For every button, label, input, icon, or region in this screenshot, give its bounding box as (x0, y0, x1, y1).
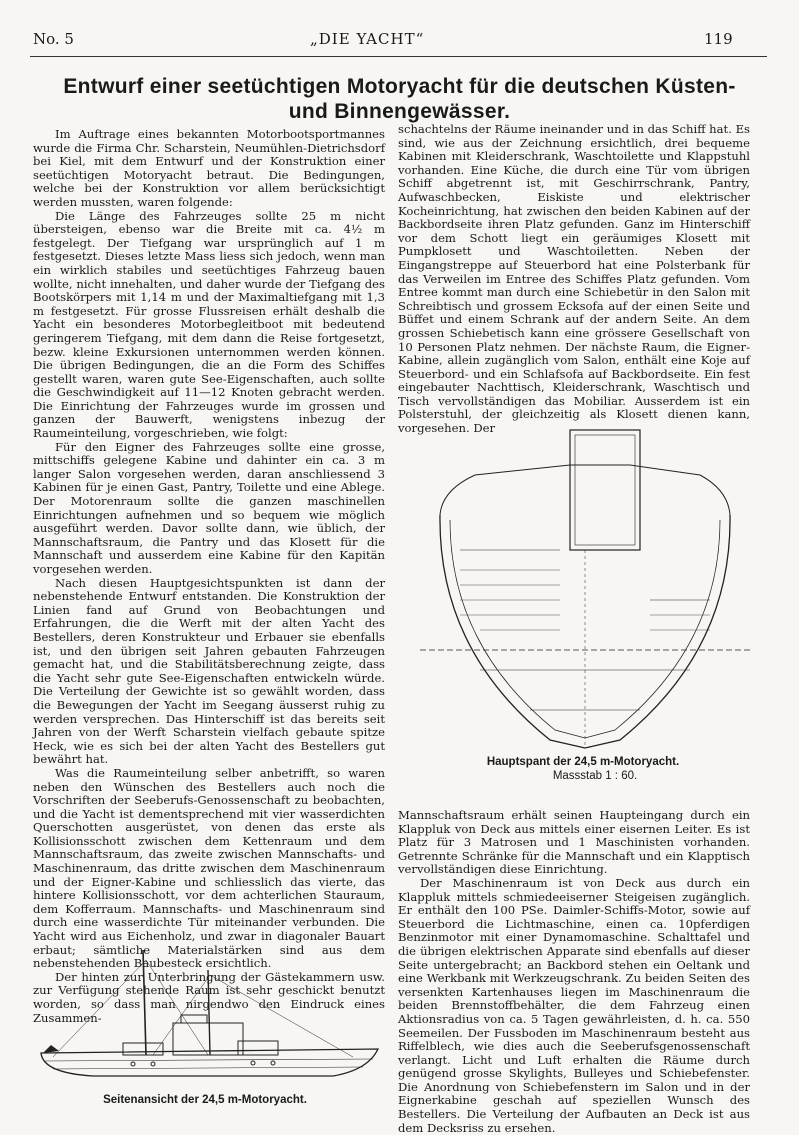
paragraph: Der hinten zur Unterbringung der Gästekammern usw. zur Verfügung stehende Raum ist sehr geschickt benutzt worden, so dass man nirgendwo den Eindruck eines Zusammen- (33, 969, 385, 1025)
side-view-drawing (33, 945, 385, 1090)
article-title-line-1: Entwurf einer seetüchtigen Motoryacht für die deutschen Küsten- (63, 75, 736, 98)
paragraph: Nach diesen Hauptgesichtspunkten ist dann der nebenstehende Entwurf entstanden. Die Konstruktion der Linien fand auf Grund von Beobachtungen und Erfahrungen, die die Werft mit der alten Yacht des Bestellers, deren Konstrukteur und Erbauer sie ebenfalls ist, und den übrigen seit Jahren gebauten Fahrzeugen gemacht hat, und die Stabilitätsberechnung zeigte, dass die Yacht sehr gute See-Eigenschaften entwickeln würde. Die Verteilung der Gewichte ist so gewählt worden, dass die Bewegungen der Yacht im Seegang äusserst ruhig zu werden versprechen. Das Hinterschiff ist das bereits seit Jahren von der Werft Scharstein vielfach gebaute spitze Heck, wie es sich bei der alten Yacht des Bestellers gut bewährt hat. (33, 575, 385, 767)
right-column-top (398, 123, 750, 436)
paragraph: Mannschaftsraum erhält seinen Haupteingang durch ein Klappluk von Deck aus mittels einer eisernen Leiter. Es ist Platz für 3 Matrosen und 1 Maschinisten vorhanden. Getrennte Schränke für die Mannschaft und ein Klapptisch vervollständigen diese Einrichtung. (398, 808, 750, 877)
article-title-line-2: und Binnengewässer. (288, 100, 511, 123)
paragraph: Im Auftrage eines bekannten Motorbootsportmannes wurde die Firma Chr. Scharstein, Neumühlen-Dietrichsdorf bei Kiel, mit dem Entwurf und der Konstruktion einer seetüchtigen Motoryacht betraut. Die Bedingungen, welche bei der Konstruktion vor allem berücksichtigt werden mussten, waren folgende: (33, 127, 385, 209)
paragraph: Für den Eigner des Fahrzeuges sollte eine grosse, mittschiffs gelegene Kabine und dahinter ein ca. 3 m langer Salon vorgesehen werden, daran anschliessend 3 Kabinen für je einen Gast, Pantry, Toilette und eine Ablege. Der Motorenraum sollte die ganzen maschinellen Einrichtungen aufnehmen und so bequem wie möglich ausgeführt werden. Davor sollte dann, wie üblich, der Mannschaftsraum, die Pantry und das Klosett für die Mannschaft und ausserdem eine Kabine für den Kapitän vorgesehen werden. (33, 439, 385, 576)
left-column (33, 128, 385, 1025)
paragraph: Der Maschinenraum ist von Deck aus durch ein Klappluk mittels schmiedeeiserner Steigeisen zugänglich. Er enthält den 100 PSe. Daimler-Schiffs-Motor, sowie auf Steuerbord die Lichtmaschine, einen ca. 10pferdigen Benzinmotor mit einer Dynamomaschine. Schalttafel und die übrigen elektrischen Apparate sind ebenfalls auf dieser Seite untergebracht; an Backbord stehen ein Oeltank und eine Werkbank mit Werkzeugschrank. Zu beiden Seiten des versenkten Kartenhauses liegen im Maschinenraum die beiden Brennstoffbehälter, die dem Fahrzeug einen Aktionsradius von ca. 5 Tagen gewährleisten, d. h. ca. 550 Seemeilen. Der Fussboden im Maschinenraum besteht aus Riffelblech, wie dies auch die Seeberufsgenossenschaft verlangt. Licht und Luft erhalten die Räume durch genügend grosse Skylights, Bulleyes und Schiebefenster. Die Anordnung von Schiebefenstern im Salon und in der Eignerkabine geschah auf speziellen Wunsch des Bestellers. Die Verteilung der Aufbauten an Deck ist aus dem Decksriss zu ersehen. (398, 875, 750, 1135)
header-rule (30, 56, 767, 57)
paragraph: Was die Raumeinteilung selber anbetrifft, so waren neben den Wünschen des Bestellers auch noch die Vorschriften der Seeberufs-Genossenschaft zu beobachten, und die Yacht ist dementsprechend mit vier wasserdichten Querschotten ausgerüstet, von denen das erste als Kollisionsschott zwischen dem Kettenraum und dem Mannschaftsraum, das zweite zwischen Mannschafts- und Maschinenraum, das dritte zwischen dem Maschinenraum und der Eigner-Kabine und schliesslich das vierte, das hintere Kollisionsschott, vor dem achterlichen Stauraum, dem Kofferraum. Mannschafts- und Maschinenraum sind durch eine wasserdichte Tür miteinander verbunden. Die Yacht wird aus Eichenholz, und zwar in diagonaler Bauart erbaut; sämtliche Materialstärken sind aus dem nebenstehenden Baubesteck ersichtlich. (33, 765, 385, 971)
side-view-caption: Seitenansicht der 24,5 m-Motoryacht. (103, 1094, 307, 1106)
midship-section-drawing (420, 420, 750, 750)
header-journal: „DIE YACHT“ (310, 30, 425, 48)
main-figure-scale: Massstab 1 : 60. (552, 770, 638, 782)
right-column-bottom (398, 809, 750, 1135)
paragraph: schachtelns der Räume ineinander und in das Schiff hat. Es sind, wie aus der Zeichnung ersichtlich, drei bequeme Kabinen mit Kleiderschrank, Waschtoilette und Klappstuhl vorhanden. Eine Küche, die durch eine Tür vom übrigen Schiff abgetrennt ist, mit Geschirrschrank, Pantry, Aufwaschbecken, Eiskiste und elektrischer Kocheinrichtung, hat zwischen den beiden Kabinen auf der Backbordseite ihren Platz gefunden. Ganz im Hinterschiff vor dem Schott liegt ein geräumiges Klosett mit Pumpklosett und Waschtoiletten. Neben der Eingangstreppe auf Steuerbord hat eine Polsterbank für das Verweilen im Entree des Schiffes Platz gefunden. Vom Entree kommt man durch eine Schiebetür in den Salon mit Schreibtisch und grossem Ecksofa auf der einen Seite und Büffet und einem Schrank auf der andern Seite. An dem grossen Schiebetisch kann eine grössere Gesellschaft von 10 Personen Platz nehmen. Der nächste Raum, die Eigner-Kabine, allein zugänglich vom Salon, enthält eine Koje auf Steuerbord- und ein Schlafsofa auf Backbordseite. Ein fest eingebauter Nachttisch, Kleiderschrank, Waschtisch und Tisch vervollständigen das Mobiliar. Ausserdem ist ein Polsterstuhl, der gleichzeitig als Klosett dienen kann, vorgesehen. Der (398, 122, 750, 436)
header-issue: No. 5 (33, 30, 74, 48)
main-figure-caption: Hauptspant der 24,5 m-Motoryacht. (486, 756, 680, 768)
article-title (40, 74, 759, 124)
header-page-number: 119 (704, 30, 733, 48)
paragraph: Die Länge des Fahrzeuges sollte 25 m nicht übersteigen, ebenso war die Breite mit ca. 4½ m festgelegt. Der Tiefgang war ursprünglich auf 1 m festgesetzt. Dieses letzte Mass liess sich jedoch, wenn man ein wirklich stabiles und seetüchtiges Fahrzeug bauen wollte, nicht innehalten, und daher wurde der Tiefgang des Bootskörpers mit 1,14 m und der Maximaltiefgang mit 1,3 m festgesetzt. Für grosse Flussreisen erhält deshalb die Yacht ein besonderes Motorbegleitboot mit bedeutend geringerem Tiefgang, mit dem dann die Reise fortgesetzt, bezw. kleine Exkursionen unternommen werden können. Die übrigen Bedingungen, die an die Form des Schiffes gestellt waren, waren gute See-Eigenschaften, auch sollte die Geschwindigkeit auf 11—12 Knoten gebracht werden. Die Einrichtung der Fahrzeuges wurde im grossen und ganzen der Bauwerft, wenigstens inbezug der Raumeinteilung, vorgeschrieben, wie folgt: (33, 208, 385, 441)
